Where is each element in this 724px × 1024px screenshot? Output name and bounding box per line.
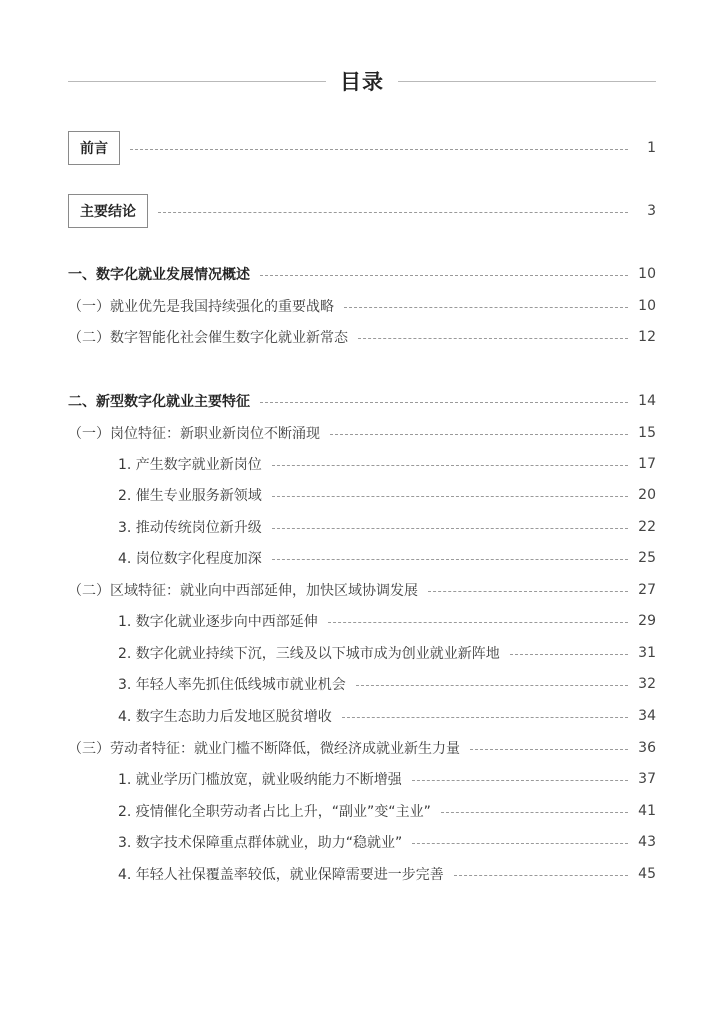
- toc-entry-conclusions[interactable]: [68, 194, 656, 228]
- toc-page-number: 31: [638, 645, 656, 661]
- dot-leader: [330, 434, 628, 435]
- toc-entry-text: 2. 数字化就业持续下沉，三线及以下城市成为创业就业新阵地: [118, 646, 500, 662]
- toc-entry-text: 1. 数字化就业逐步向中西部延伸: [118, 614, 318, 630]
- toc-page-number: 1: [647, 140, 656, 156]
- title-divider-left: [68, 81, 326, 82]
- dot-leader: [470, 749, 628, 750]
- toc-box-label: 前言: [68, 131, 120, 165]
- toc-page-number: 41: [638, 803, 656, 819]
- toc-page-number: 43: [638, 834, 656, 850]
- toc-page-number: 27: [638, 582, 656, 598]
- dot-leader: [358, 338, 628, 339]
- toc-entry[interactable]: [118, 767, 656, 791]
- toc-entry[interactable]: [118, 704, 656, 728]
- toc-entry[interactable]: [118, 799, 656, 823]
- dot-leader: [260, 402, 628, 403]
- toc-entry-text: 4. 岗位数字化程度加深: [118, 551, 262, 567]
- dot-leader: [328, 622, 628, 623]
- toc-entry-text: 1. 产生数字就业新岗位: [118, 457, 262, 473]
- toc-page-number: 34: [638, 708, 656, 724]
- toc-box-label: 主要结论: [68, 194, 148, 228]
- toc-page-number: 12: [638, 329, 656, 345]
- toc-entry[interactable]: [68, 421, 656, 445]
- toc-entry-text: （一）岗位特征：新职业新岗位不断涌现: [68, 426, 320, 442]
- toc-entry[interactable]: [118, 862, 656, 886]
- toc-entry[interactable]: [118, 672, 656, 696]
- dot-leader: [412, 780, 628, 781]
- toc-page-number: 32: [638, 676, 656, 692]
- toc-entry-text: 一、数字化就业发展情况概述: [68, 267, 250, 283]
- toc-entry[interactable]: [118, 641, 656, 665]
- dot-leader: [356, 685, 628, 686]
- dot-leader: [272, 465, 628, 466]
- toc-page-number: 37: [638, 771, 656, 787]
- toc-page-number: 17: [638, 456, 656, 472]
- toc-entry[interactable]: [118, 609, 656, 633]
- dot-leader: [510, 654, 628, 655]
- toc-page-number: 25: [638, 550, 656, 566]
- toc-entry-text: （一）就业优先是我国持续强化的重要战略: [68, 299, 334, 315]
- toc-entry-preface[interactable]: [68, 131, 656, 165]
- toc-page-number: 10: [638, 298, 656, 314]
- dot-leader: [272, 559, 628, 560]
- toc-entry[interactable]: [118, 515, 656, 539]
- toc-entry-text: （二）数字智能化社会催生数字化就业新常态: [68, 330, 348, 346]
- dot-leader: [428, 591, 628, 592]
- toc-page-number: 10: [638, 266, 656, 282]
- toc-entry-text: （二）区域特征：就业向中西部延伸，加快区域协调发展: [68, 583, 418, 599]
- toc-page-number: 3: [647, 203, 656, 219]
- dot-leader: [441, 812, 628, 813]
- dot-leader: [454, 875, 628, 876]
- toc-page-number: 45: [638, 866, 656, 882]
- toc-entry[interactable]: [68, 262, 656, 286]
- dot-leader: [272, 528, 628, 529]
- toc-entry[interactable]: [68, 736, 656, 760]
- dot-leader: [342, 717, 628, 718]
- page-title: 目录: [340, 70, 384, 94]
- toc-entry[interactable]: [68, 294, 656, 318]
- dot-leader: [260, 275, 628, 276]
- toc-entry-text: 4. 年轻人社保覆盖率较低，就业保障需要进一步完善: [118, 867, 444, 883]
- toc-entry-text: （三）劳动者特征：就业门槛不断降低，微经济成就业新生力量: [68, 741, 460, 757]
- toc-entry-text: 2. 催生专业服务新领域: [118, 488, 262, 504]
- title-divider-right: [398, 81, 656, 82]
- toc-entry-text: 二、新型数字化就业主要特征: [68, 394, 250, 410]
- toc-entry-text: 4. 数字生态助力后发地区脱贫增收: [118, 709, 332, 725]
- toc-entry[interactable]: [118, 546, 656, 570]
- dot-leader: [130, 149, 628, 150]
- toc-page-number: 14: [638, 393, 656, 409]
- toc-entry-text: 2. 疫情催化全职劳动者占比上升，“副业”变“主业”: [118, 804, 431, 820]
- toc-page-number: 20: [638, 487, 656, 503]
- toc-entry[interactable]: [118, 830, 656, 854]
- toc-entry[interactable]: [118, 483, 656, 507]
- toc-entry-text: 3. 推动传统岗位新升级: [118, 520, 262, 536]
- toc-page-number: 15: [638, 425, 656, 441]
- toc-entry-text: 3. 数字技术保障重点群体就业，助力“稳就业”: [118, 835, 403, 851]
- dot-leader: [158, 212, 628, 213]
- toc-page-number: 22: [638, 519, 656, 535]
- toc-entry[interactable]: [118, 452, 656, 476]
- toc-entry[interactable]: [68, 578, 656, 602]
- toc-entry-text: 1. 就业学历门槛放宽，就业吸纳能力不断增强: [118, 772, 402, 788]
- toc-entry-text: 3. 年轻人率先抓住低线城市就业机会: [118, 677, 346, 693]
- toc-page-number: 29: [638, 613, 656, 629]
- toc-title-row: [68, 62, 656, 100]
- toc-entry[interactable]: [68, 325, 656, 349]
- toc-entry[interactable]: [68, 389, 656, 413]
- dot-leader: [272, 496, 628, 497]
- toc-page-number: 36: [638, 740, 656, 756]
- dot-leader: [344, 307, 628, 308]
- dot-leader: [412, 843, 628, 844]
